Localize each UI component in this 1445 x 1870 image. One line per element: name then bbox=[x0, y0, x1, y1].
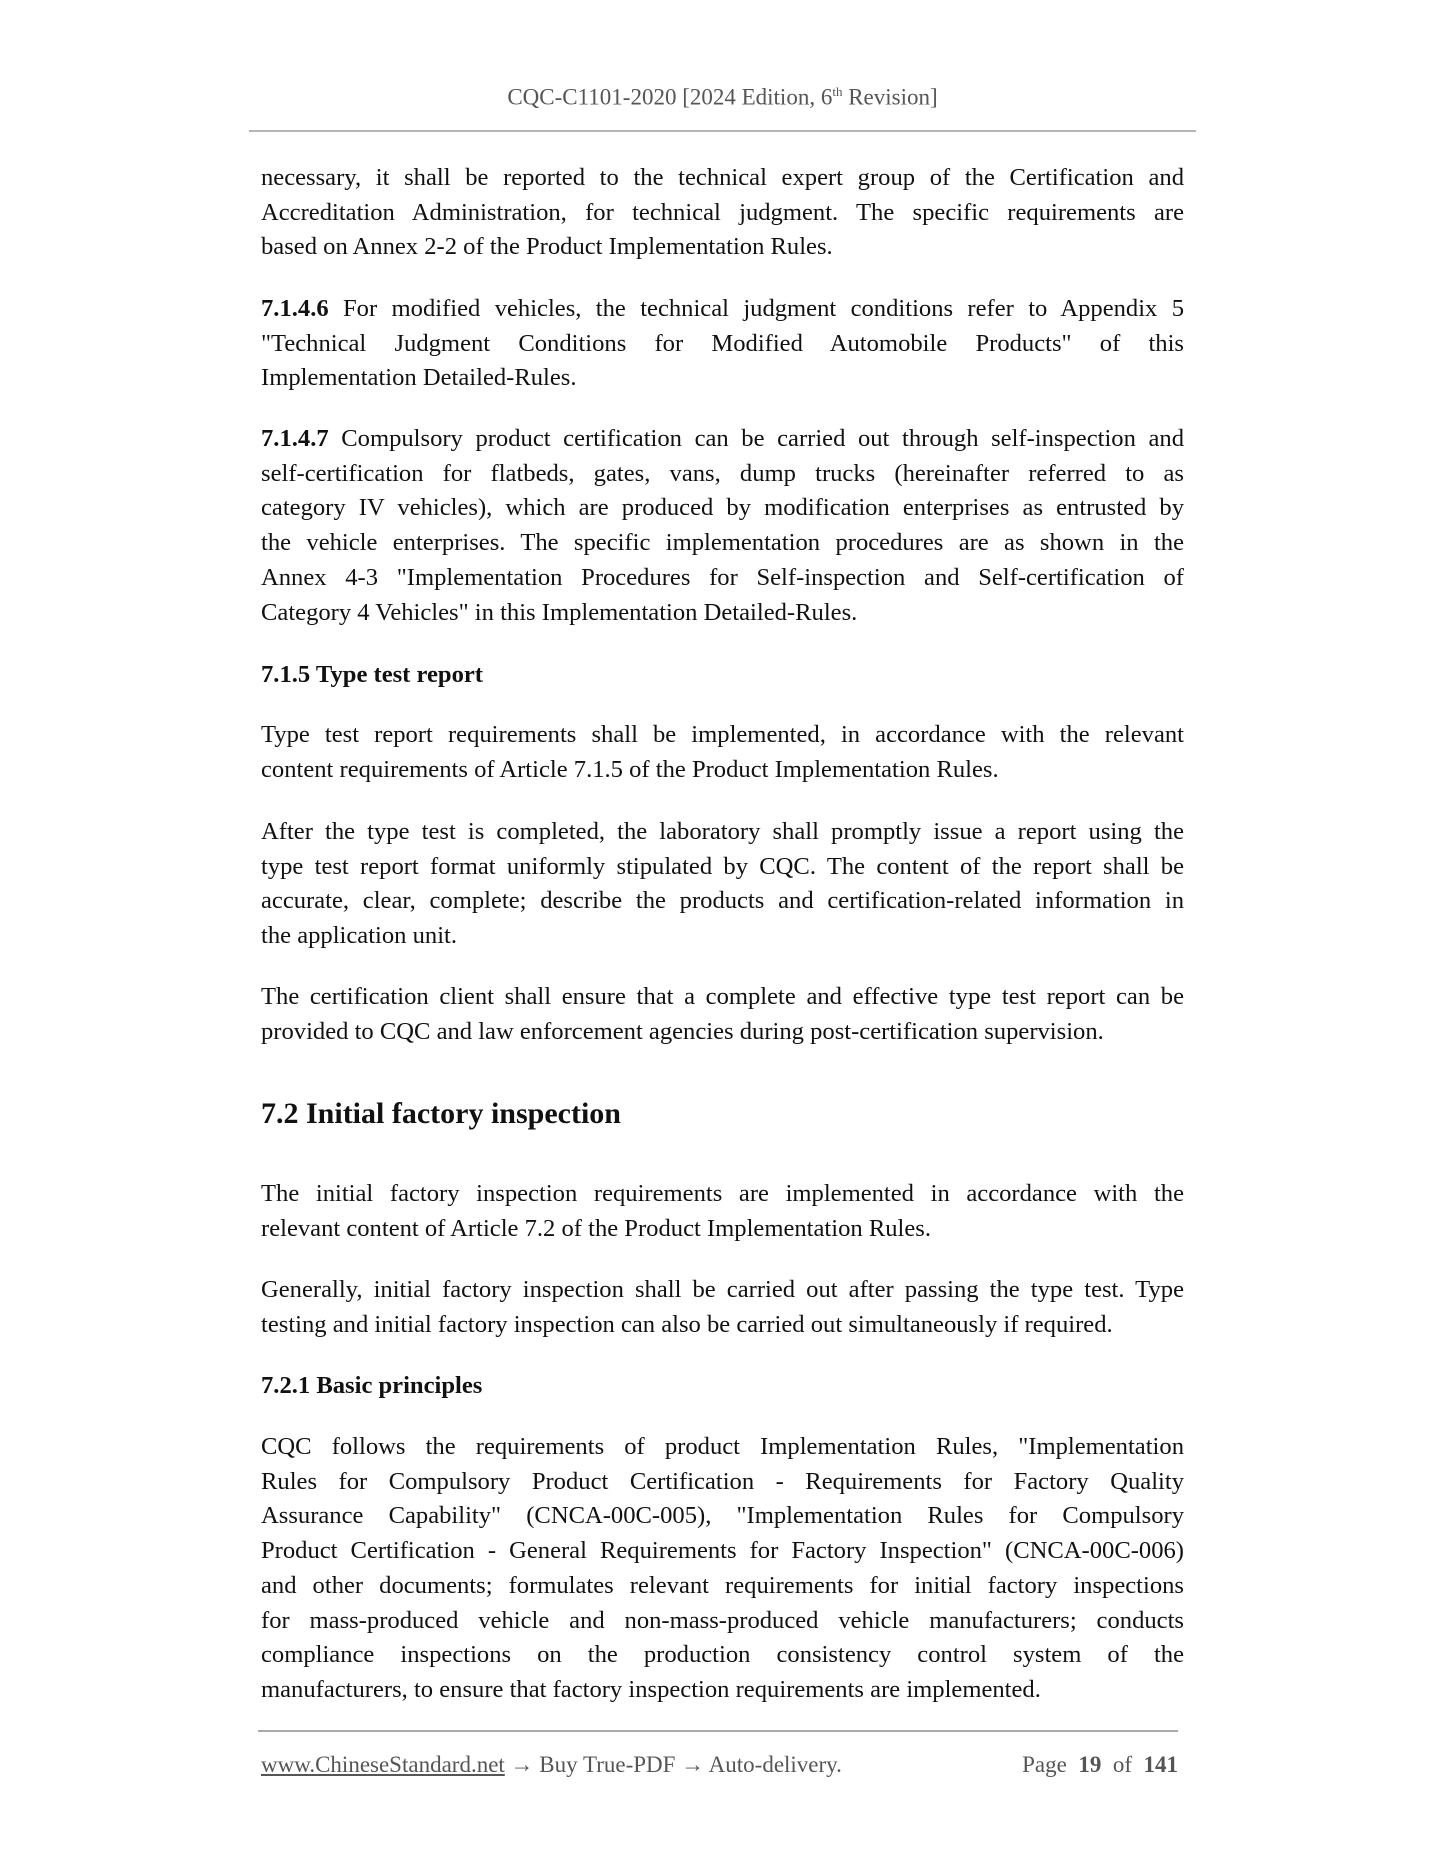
line-text: manufacturers, to ensure that factory inspection requirements are implemented. bbox=[261, 1675, 1041, 1703]
line-text: relevant content of Article 7.2 of the Product Implementation Rules. bbox=[261, 1214, 931, 1242]
text-line bbox=[261, 1308, 1184, 1343]
line-text: Category 4 Vehicles" in this Implementation Detailed-Rules. bbox=[261, 598, 858, 626]
text-line bbox=[261, 1430, 1184, 1465]
line-text: accurate, clear, complete; describe the products and certification-related information in bbox=[261, 887, 1184, 915]
running-header bbox=[0, 84, 1445, 111]
text-line bbox=[261, 361, 1184, 396]
line-text: and other documents; formulates relevant requirements for initial factory inspections bbox=[261, 1571, 1184, 1599]
text-line bbox=[261, 658, 1184, 693]
paragraph bbox=[261, 1430, 1184, 1708]
line-text: Implementation Detailed-Rules. bbox=[261, 364, 577, 392]
line-text: compliance inspections on the production consistency control system of the bbox=[261, 1641, 1184, 1669]
text-line bbox=[261, 753, 1184, 788]
text-line bbox=[261, 327, 1184, 362]
text-line bbox=[261, 1273, 1184, 1308]
line-text: category IV vehicles), which are produced by modification enterprises as entrusted by bbox=[261, 494, 1184, 522]
text-line bbox=[261, 1465, 1184, 1500]
text-line bbox=[261, 292, 1184, 327]
text-line bbox=[261, 161, 1184, 196]
line-text: Rules for Compulsory Product Certification - Requirements for Factory Quality bbox=[261, 1467, 1184, 1495]
text-line bbox=[261, 1604, 1184, 1639]
line-text: the vehicle enterprises. The specific implementation procedures are as shown in the bbox=[261, 529, 1184, 557]
paragraph bbox=[261, 1177, 1184, 1246]
text-line bbox=[261, 491, 1184, 526]
clause-number: 7.1.4.6 bbox=[261, 295, 329, 322]
line-text: Compulsory product certification can be carried out through self-inspection and bbox=[328, 425, 1184, 452]
text-line bbox=[261, 815, 1184, 850]
paragraph bbox=[261, 718, 1184, 787]
text-line bbox=[261, 1369, 1184, 1404]
line-text: After the type test is completed, the laboratory shall promptly issue a report using the bbox=[261, 818, 1184, 845]
line-text: for mass-produced vehicle and non-mass-produced vehicle manufacturers; conducts bbox=[261, 1606, 1184, 1634]
line-text: Accreditation Administration, for technical judgment. The specific requirements are bbox=[261, 198, 1184, 226]
clause-number: 7.1.4.7 bbox=[261, 425, 329, 452]
line-text: content requirements of Article 7.1.5 of the Product Implementation Rules. bbox=[261, 755, 999, 783]
line-text: type test report format uniformly stipulated by CQC. The content of the report shall be bbox=[261, 852, 1184, 880]
section-heading bbox=[261, 1369, 1184, 1404]
text-line bbox=[261, 1673, 1184, 1708]
line-text: "Technical Judgment Conditions for Modified Automobile Products" of this bbox=[261, 329, 1184, 357]
line-text: self-certification for flatbeds, gates, vans, dump trucks (hereinafter referred to as bbox=[261, 459, 1184, 487]
paragraph bbox=[261, 1273, 1184, 1342]
line-text: based on Annex 2-2 of the Product Implementation Rules. bbox=[261, 233, 833, 261]
text-line bbox=[261, 850, 1184, 885]
text-line bbox=[261, 1569, 1184, 1604]
line-text: 7.2 Initial factory inspection bbox=[261, 1097, 621, 1130]
text-line bbox=[261, 196, 1184, 231]
footer-divider bbox=[258, 1730, 1178, 1732]
line-text: The initial factory inspection requirements are implemented in accordance with the bbox=[261, 1180, 1184, 1207]
header-sup: th bbox=[832, 84, 843, 99]
text-line bbox=[261, 457, 1184, 492]
text-line bbox=[261, 422, 1184, 457]
line-text: Generally, initial factory inspection shall be carried out after passing the type test. Type bbox=[261, 1276, 1184, 1303]
text-line bbox=[261, 1534, 1184, 1569]
text-line bbox=[261, 230, 1184, 265]
total-pages: 141 bbox=[1143, 1752, 1178, 1777]
line-text: Assurance Capability" (CNCA-00C-005), "Implementation Rules for Compulsory bbox=[261, 1502, 1184, 1530]
line-text: Annex 4-3 "Implementation Procedures for Self-inspection and Self-certification of bbox=[261, 563, 1184, 591]
line-text: 7.1.5 Type test report bbox=[261, 661, 483, 688]
section-heading bbox=[261, 1094, 1184, 1134]
footer-promo: → Buy True-PDF → Auto-delivery. bbox=[504, 1752, 842, 1777]
paragraph bbox=[261, 980, 1184, 1049]
text-line bbox=[261, 1015, 1184, 1050]
website-link[interactable]: www.ChineseStandard.net bbox=[261, 1752, 505, 1777]
line-text: For modified vehicles, the technical judgment conditions refer to Appendix 5 bbox=[328, 295, 1184, 322]
text-line bbox=[261, 1177, 1184, 1212]
text-line bbox=[261, 526, 1184, 561]
header-doc-code: CQC-C1101-2020 [2024 Edition, 6 bbox=[507, 84, 833, 110]
text-line bbox=[261, 1094, 1184, 1134]
line-text: testing and initial factory inspection can also be carried out simultaneously if required. bbox=[261, 1310, 1113, 1338]
page-footer bbox=[261, 1752, 1178, 1778]
text-line bbox=[261, 884, 1184, 919]
line-text: necessary, it shall be reported to the technical expert group of the Certification and bbox=[261, 164, 1184, 191]
paragraph bbox=[261, 422, 1184, 630]
line-text: CQC follows the requirements of product Implementation Rules, "Implementation bbox=[261, 1433, 1184, 1460]
text-line bbox=[261, 980, 1184, 1015]
line-text: 7.2.1 Basic principles bbox=[261, 1372, 483, 1399]
text-line bbox=[261, 1638, 1184, 1673]
text-line bbox=[261, 1212, 1184, 1247]
header-tail: Revision] bbox=[842, 84, 938, 110]
text-line bbox=[261, 561, 1184, 596]
page-label: Page bbox=[1022, 1752, 1067, 1777]
page-number bbox=[1022, 1752, 1178, 1778]
line-text: Type test report requirements shall be implemented, in accordance with the relevant bbox=[261, 721, 1184, 748]
paragraph bbox=[261, 161, 1184, 265]
text-line bbox=[261, 919, 1184, 954]
paragraph bbox=[261, 292, 1184, 396]
header-divider bbox=[249, 130, 1196, 132]
paragraph bbox=[261, 815, 1184, 954]
line-text: provided to CQC and law enforcement agencies during post-certification supervision. bbox=[261, 1017, 1104, 1045]
line-text: The certification client shall ensure that a complete and effective type test report can be bbox=[261, 983, 1184, 1010]
current-page: 19 bbox=[1078, 1752, 1102, 1777]
text-line bbox=[261, 718, 1184, 753]
line-text: Product Certification - General Requirements for Factory Inspection" (CNCA-00C-006) bbox=[261, 1537, 1184, 1565]
section-heading bbox=[261, 658, 1184, 693]
line-text: the application unit. bbox=[261, 922, 458, 950]
text-line bbox=[261, 596, 1184, 631]
text-line bbox=[261, 1499, 1184, 1534]
of-label: of bbox=[1112, 1752, 1132, 1777]
